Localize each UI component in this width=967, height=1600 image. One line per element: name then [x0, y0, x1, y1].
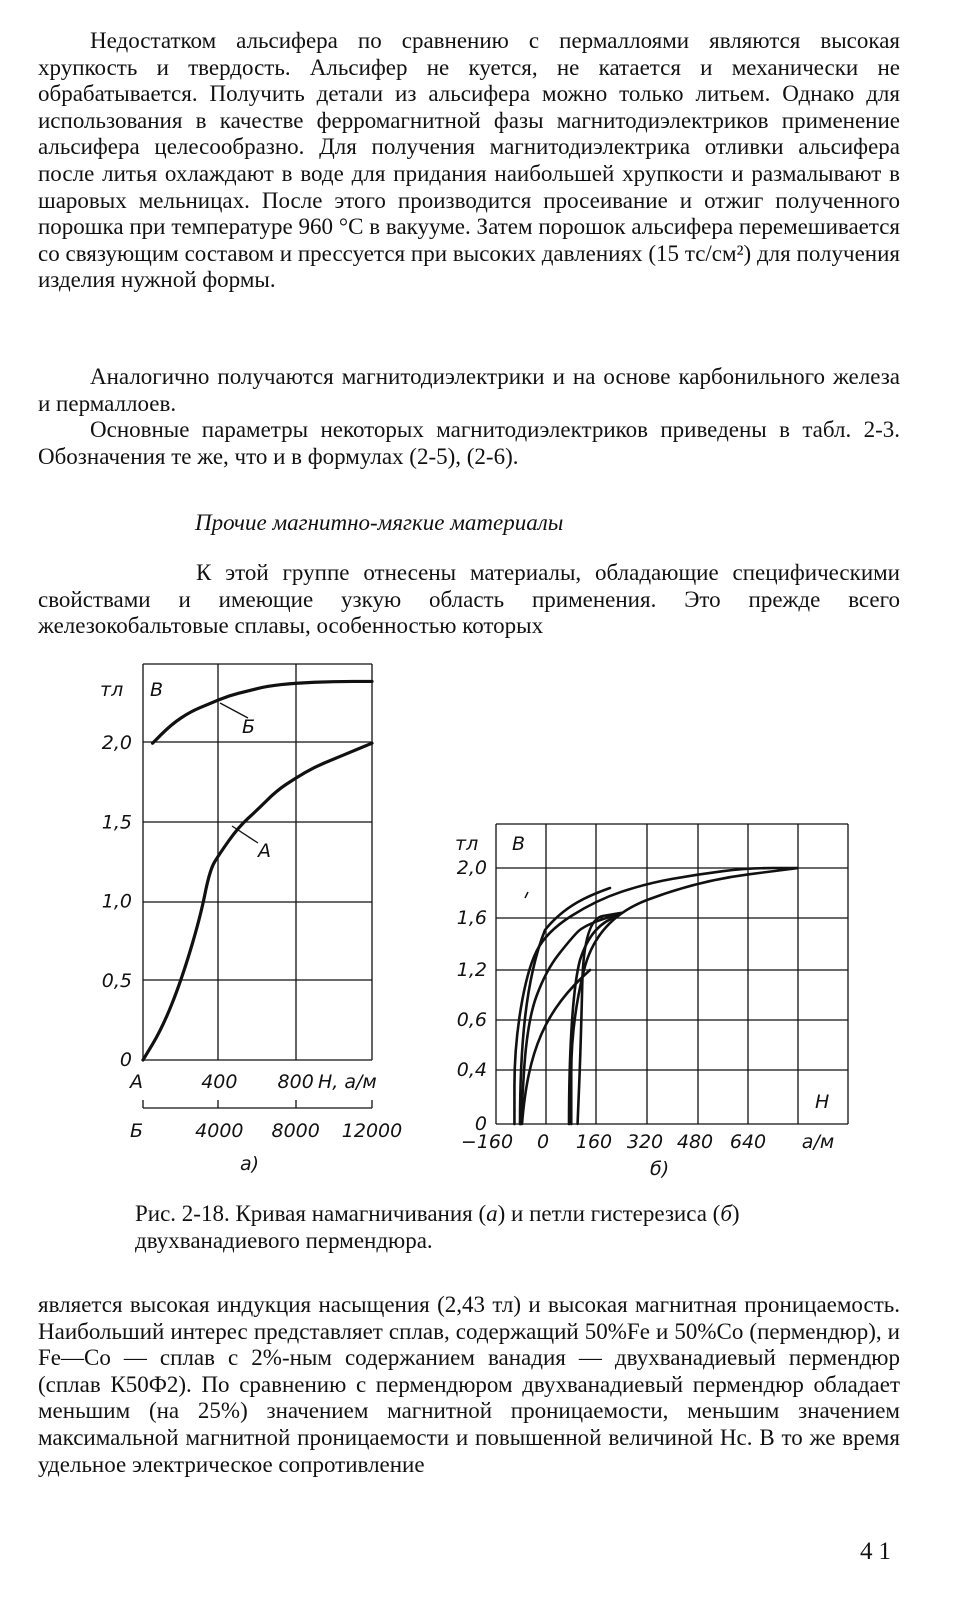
caption-b: б [720, 1201, 732, 1226]
figure-a-xtick-a: 400 [201, 1071, 238, 1093]
figure-caption [135, 1200, 855, 1254]
figure-a-ytick: 1,5 [101, 811, 132, 834]
figure-a-ytick: 2,0 [101, 732, 132, 755]
caption-prefix: Рис. 2-18. Кривая намагничивания ( [135, 1201, 487, 1226]
figure-a-curve-label-b: Б [242, 716, 256, 738]
caption-suffix: ) двухванадиевого пермендюра. [135, 1201, 740, 1253]
figure-b-mark [525, 892, 528, 898]
paragraph-intro: К этой группе отнесены материалы, обладающие специфическими свойствами и имеющие узкую область применения. Это прежде всего железокобальтовые сплавы, особенностью которых [38, 560, 900, 639]
section-heading: Прочие магнитно-мягкие материалы [195, 510, 564, 535]
figure-b-ytick: 2,0 [456, 857, 487, 879]
figure-a-panel-label: а) [240, 1153, 260, 1175]
figure-b-ytick: 1,2 [456, 959, 487, 981]
figure-b-ylabel-symbol: B [512, 833, 526, 855]
figure-b-xtick: 0 [536, 1131, 550, 1153]
paragraph-carbonyl: Аналогично получаются магнитодиэлектрики и на основе карбонильного железа и пермаллоев. [38, 364, 900, 416]
figure-b-ytick: 0 [474, 1113, 487, 1135]
figure-b-xtick: 160 [575, 1131, 613, 1153]
figure-b-loop-1 [514, 868, 798, 1124]
figure-a-xaxis-b-label: Б [130, 1120, 144, 1142]
page-number: 41 [860, 1538, 897, 1565]
figure-b-xtick: а/м [801, 1131, 835, 1153]
figure-b-xtick: 320 [626, 1131, 664, 1153]
figure-b-panel-label: б) [650, 1158, 670, 1180]
figure-a-ytick: 0 [119, 1049, 132, 1071]
figure-b-xtick: 640 [729, 1131, 767, 1153]
paragraph-table-ref: Основные параметры некоторых магнитодиэлектриков приведены в табл. 2-3. Обозначения те же, что и в формулах (2-5), (2-6). [38, 417, 900, 469]
figure-a-xtick-b: 8000 [271, 1120, 320, 1142]
figure-a-xtick-a: 800 [277, 1071, 314, 1093]
figure-a-curve-label-a: А [258, 840, 271, 862]
figure-b-ytick: 1,6 [456, 907, 487, 929]
figure-a-ylabel-unit: тл [100, 679, 124, 701]
figure-b-ytick: 0,4 [456, 1059, 487, 1081]
figure-a-xtick-b: 12000 [341, 1120, 403, 1142]
figure-a-ytick: 0,5 [101, 969, 132, 992]
figure-a-ylabel-symbol: B [150, 679, 164, 701]
figure-b-xlabel-symbol: H [815, 1091, 830, 1113]
figure-b-xtick: −160 [460, 1131, 514, 1153]
figure-a-xaxis-a-label: A [130, 1071, 143, 1093]
caption-mid: ) и петли гистерезиса ( [497, 1201, 721, 1226]
figure-b-xtick: 480 [676, 1131, 714, 1153]
figure-a-x-unit: H, а/м [318, 1071, 377, 1093]
figure-b-ytick: 0,6 [456, 1009, 487, 1031]
paragraph-permendur: является высокая индукция насыщения (2,43 тл) и высокая магнитная проницаемость. Наибольший интерес представляет сплав, содержащий 50%Fe и 50%Co (пермендюр), и Fe—Co — сплав с 2%-ным содержанием ванадия — двухванадиевый пермендюр (сплав К50Ф2). По сравнению с пермендюром двухванадиевый пермендюр обладает меньшим (на 25%) значением магнитной проницаемости, меньшим значением максимальной магнитной проницаемости и повышенной величиной Hc. В то же время удельное электрическое сопротивление [38, 1292, 900, 1477]
figure-b-ylabel-unit: тл [455, 833, 479, 855]
paragraph-alsifer: Недостатком альсифера по сравнению с пермаллоями являются высокая хрупкость и твердость. Альсифер не куется, не катается и механически не обрабатывается. Получить детали из альсифера можно только литьем. Однако для использования в качестве ферромагнитной фазы магнитодиэлектриков применение альсифера целесообразно. Для получения магнитодиэлектрика отливки альсифера после литья охлаждают в воде для придания наибольшей хрупкости и размалывают в шаровых мельницах. После этого производится просеивание и отжиг полученного порошка при температуре 960 °С в вакууме. Затем порошок альсифера перемешивается со связующим составом и прессуется при высоких давлениях (15 тс/см²) для получения изделия нужной формы. [38, 28, 900, 293]
caption-a: а [486, 1201, 498, 1226]
figure-a-xtick-b: 4000 [195, 1120, 244, 1142]
figure-a-ytick: 1,0 [101, 890, 132, 913]
